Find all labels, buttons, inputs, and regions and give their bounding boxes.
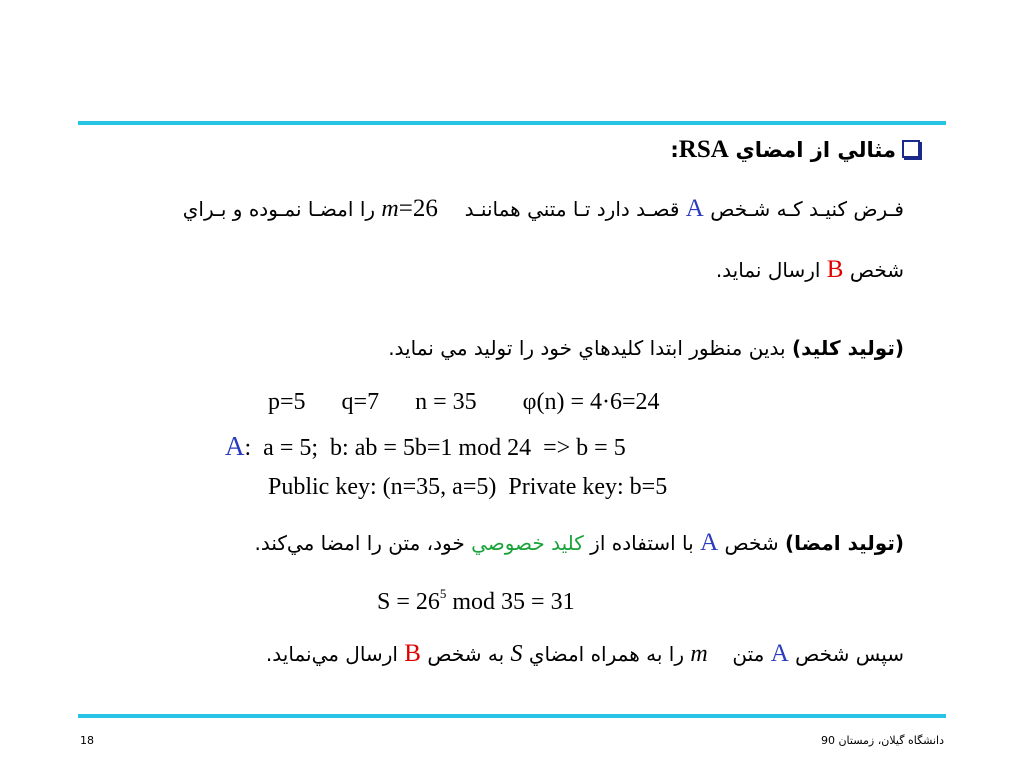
page-number: 18	[80, 734, 94, 747]
sign-text-a: شخص	[724, 531, 779, 555]
final-text-c: را به همراه امضاي	[528, 642, 684, 666]
exponent-text: : a = 5; b: ab = 5b=1 mod 24 => b = 5	[244, 435, 626, 461]
sig-exponent: 5	[439, 586, 447, 601]
keygen-text: بدين منظور ابتدا كليدهاي خود را توليد مي نمايد.	[388, 336, 786, 360]
final-text-a: سپس شخص	[795, 642, 904, 666]
person-a-label: A	[685, 195, 704, 222]
signature-formula	[377, 586, 575, 616]
primes-text: p=5 q=7 n = 35	[268, 389, 477, 415]
math-line-2	[225, 431, 626, 462]
intro-text-d: شخص	[849, 258, 904, 282]
heading-text: مثالي از امضاي	[735, 138, 896, 162]
sign-person-a: A	[700, 529, 719, 556]
intro-line-1	[183, 195, 904, 223]
sign-title: (توليد امضا)	[785, 531, 904, 555]
final-message-m: m	[690, 641, 708, 667]
math-line-3	[268, 474, 667, 501]
intro-text-b: قصـد دارد تـا متني هماننـد	[464, 197, 680, 221]
checkbox-bullet-icon	[902, 140, 920, 158]
intro-text-e: ارسال نمايد.	[715, 258, 821, 282]
top-rule	[78, 121, 946, 125]
keygen-line	[388, 336, 904, 360]
intro-text-a: فـرض كنيـد كـه شـخص	[710, 197, 904, 221]
person-b-label: B	[826, 256, 844, 283]
final-text-e: ارسال مي‌نمايد.	[265, 642, 398, 666]
math-line-1	[268, 389, 660, 416]
intro-text-c: را امضـا نمـوده و بـراي	[182, 197, 376, 221]
intro-line-2	[716, 256, 904, 284]
sig-base: S = 26	[377, 589, 440, 615]
footer-institution: دانشگاه گيلان، زمستان 90	[820, 734, 944, 747]
slide-heading	[670, 136, 920, 164]
private-key-text: كليد خصوصي	[471, 531, 584, 555]
sig-mod: mod 35 = 31	[446, 589, 575, 615]
sign-line	[255, 529, 904, 557]
heading-colon: :	[670, 138, 679, 162]
heading-rsa: RSA	[678, 136, 729, 163]
final-person-b: B	[404, 640, 421, 667]
final-signature-s: S	[510, 641, 523, 667]
final-line	[266, 640, 904, 668]
keys-text: Public key: (n=35, a=5) Private key: b=5	[268, 474, 668, 500]
final-text-b: متن	[732, 642, 765, 666]
final-person-a: A	[770, 640, 789, 667]
final-text-d: به شخص	[427, 642, 505, 666]
sign-text-c: خود، متن را امضا مي‌كند.	[254, 531, 465, 555]
phi-text: φ(n) = 4·6=24	[522, 389, 660, 415]
message-value: m=26	[381, 195, 438, 222]
math-person-a: A	[225, 431, 245, 461]
bottom-rule	[78, 714, 946, 718]
sign-text-b: با استفاده از	[590, 531, 694, 555]
keygen-title: (توليد كليد)	[791, 336, 904, 360]
